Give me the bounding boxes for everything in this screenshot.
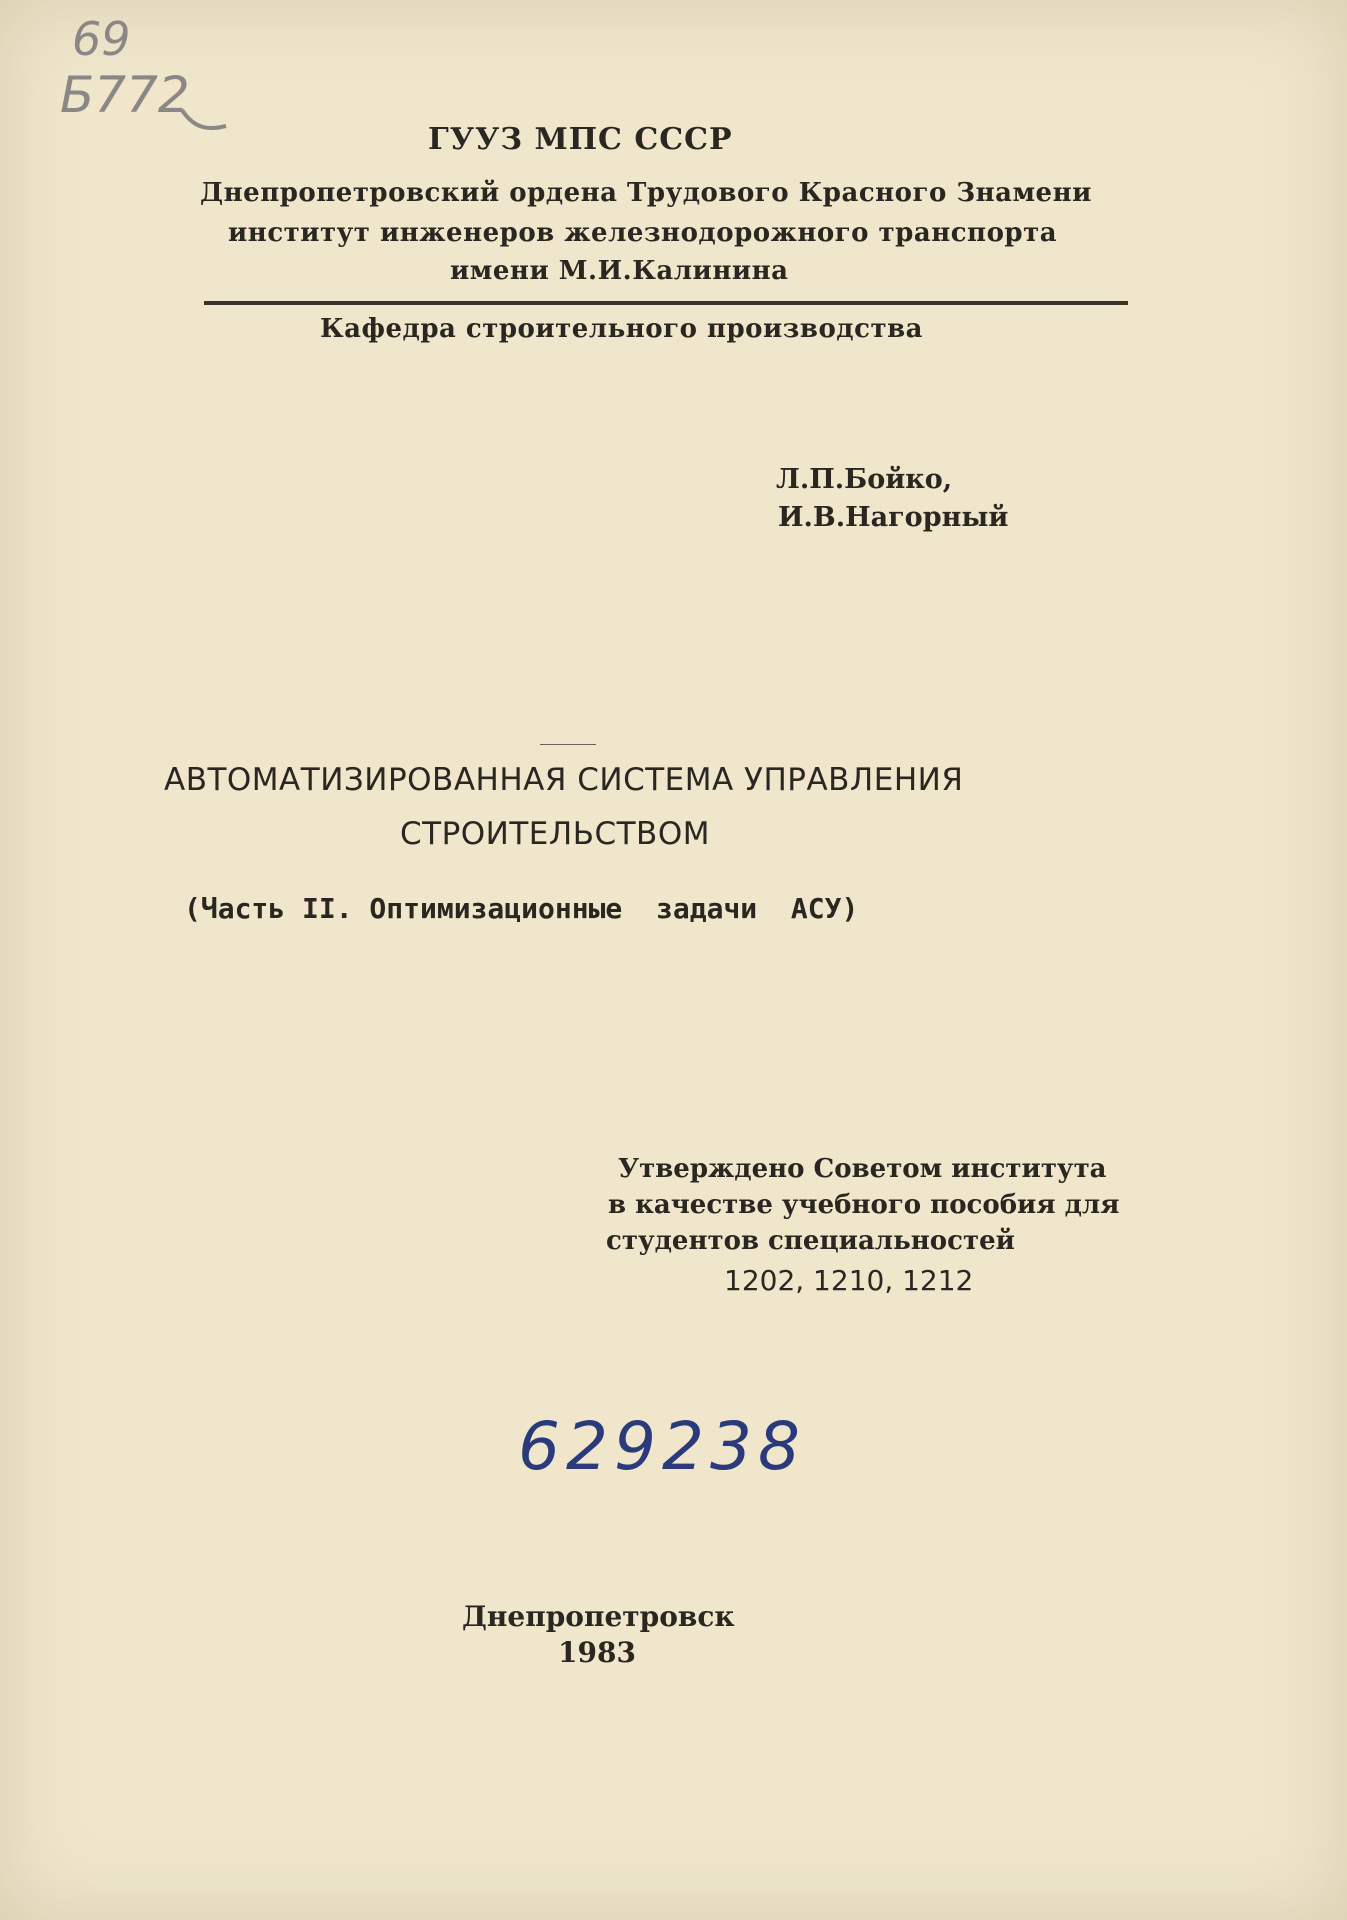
title-subtitle: (Часть II. Оптимизационные задачи АСУ) bbox=[184, 892, 859, 925]
shelf-mark-line2: Б772 bbox=[60, 66, 190, 124]
shelf-mark-underline-icon bbox=[180, 100, 230, 140]
institute-line-1: Днепропетровский ордена Трудового Красного Знамени bbox=[200, 178, 1092, 208]
approval-line-4: 1202, 1210, 1212 bbox=[724, 1264, 974, 1297]
title-line-1: АВТОМАТИЗИРОВАННАЯ СИСТЕМА УПРАВЛЕНИЯ bbox=[164, 762, 964, 798]
author-1: Л.П.Бойко, bbox=[776, 464, 953, 495]
approval-line-3: студентов специальностей bbox=[606, 1226, 1015, 1256]
inventory-number: 629238 bbox=[518, 1408, 806, 1485]
title-line-2: СТРОИТЕЛЬСТВОМ bbox=[400, 816, 710, 852]
imprint-year: 1983 bbox=[558, 1636, 636, 1669]
department-line: Кафедра строительного производства bbox=[320, 314, 923, 344]
agency-heading: ГУУЗ МПС СССР bbox=[428, 122, 733, 157]
institute-line-2: институт инженеров железнодорожного транспорта bbox=[228, 218, 1058, 248]
approval-line-1: Утверждено Советом института bbox=[618, 1154, 1107, 1184]
institute-line-3: имени М.И.Калинина bbox=[450, 256, 789, 286]
shelf-mark-line1: 69 bbox=[72, 12, 131, 66]
imprint-city: Днепропетровск bbox=[462, 1600, 735, 1633]
author-2: И.В.Нагорный bbox=[778, 502, 1009, 533]
approval-line-2: в качестве учебного пособия для bbox=[608, 1190, 1120, 1220]
header-rule bbox=[204, 301, 1128, 305]
title-dash bbox=[540, 744, 596, 745]
